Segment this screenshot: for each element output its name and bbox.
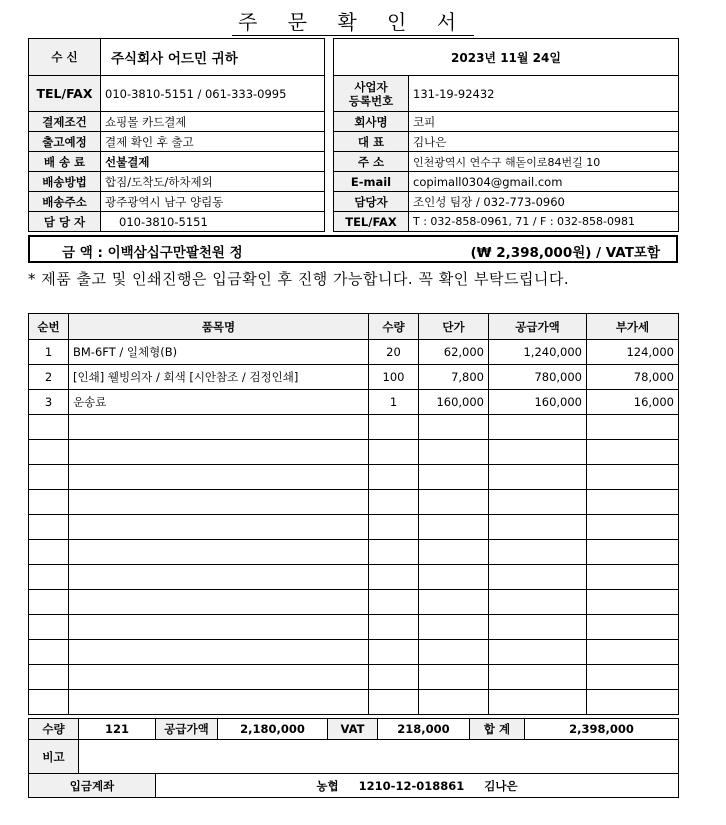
empty-cell — [69, 640, 369, 665]
empty-cell — [369, 565, 419, 590]
table-row — [29, 365, 679, 390]
empty-cell — [369, 490, 419, 515]
empty-cell — [29, 615, 69, 640]
telfax-label: TEL/FAX — [29, 76, 101, 112]
empty-cell — [369, 440, 419, 465]
row-no: 1 — [29, 340, 69, 365]
deposit-value: 농협 1210-12-018861 김나은 — [156, 774, 679, 798]
supplier-address-value: 인천광역시 연수구 해돋이로84번길 10 — [409, 152, 679, 172]
header-item: 품목명 — [69, 314, 369, 340]
empty-cell — [587, 490, 679, 515]
empty-cell — [369, 690, 419, 715]
deposit-label: 입금계좌 — [29, 774, 156, 798]
recipient-table — [28, 38, 325, 232]
empty-cell — [69, 465, 369, 490]
header-unit-price: 단가 — [419, 314, 489, 340]
bizno-value: 131-19-92432 — [409, 76, 679, 112]
empty-cell — [69, 490, 369, 515]
empty-cell — [489, 465, 587, 490]
total-vat-value: 218,000 — [378, 719, 470, 740]
empty-cell — [419, 565, 489, 590]
empty-row — [29, 565, 679, 590]
payment-value: 쇼핑몰 카드결제 — [101, 112, 325, 132]
release-label: 출고예정 — [29, 132, 101, 152]
empty-cell — [29, 665, 69, 690]
empty-cell — [369, 590, 419, 615]
row-item: BM-6FT / 일체형(B) — [69, 340, 369, 365]
shipping-method-value: 합짐/도착도/하차제외 — [101, 172, 325, 192]
shipping-method-label: 배송방법 — [29, 172, 101, 192]
amount-numeric: (₩ 2,398,000원) / VAT포함 — [470, 245, 660, 261]
empty-cell — [369, 665, 419, 690]
empty-row — [29, 465, 679, 490]
empty-cell — [489, 490, 587, 515]
row-vat: 124,000 — [587, 340, 679, 365]
remarks-value — [79, 740, 679, 774]
empty-cell — [29, 515, 69, 540]
notice-text: * 제품 출고 및 인쇄진행은 입금확인 후 진행 가능합니다. 꼭 확인 부탁드립니다. — [28, 270, 570, 288]
empty-cell — [587, 565, 679, 590]
row-qty: 1 — [369, 390, 419, 415]
order-confirmation-document — [28, 0, 680, 825]
shipping-fee-label: 배 송 료 — [29, 152, 101, 172]
supplier-table — [333, 38, 679, 232]
table-row — [29, 340, 679, 365]
bizno-label: 사업자 등록번호 — [334, 76, 409, 112]
total-supply-value: 2,180,000 — [218, 719, 328, 740]
title-text: 주 문 확 인 서 — [232, 10, 474, 36]
row-unit-price: 160,000 — [419, 390, 489, 415]
address-value: 광주광역시 남구 양림동 — [101, 192, 325, 212]
empty-cell — [419, 540, 489, 565]
empty-cell — [29, 540, 69, 565]
empty-row — [29, 640, 679, 665]
empty-cell — [419, 665, 489, 690]
empty-cell — [587, 440, 679, 465]
empty-cell — [419, 440, 489, 465]
shipping-fee-value: 선불결제 — [101, 152, 325, 172]
empty-cell — [587, 540, 679, 565]
empty-cell — [587, 690, 679, 715]
empty-cell — [29, 440, 69, 465]
row-item: 운송료 — [69, 390, 369, 415]
empty-cell — [489, 415, 587, 440]
supplier-contact-value: 조인성 팀장 / 032-773-0960 — [409, 192, 679, 212]
email-value: copimall0304@gmail.com — [409, 172, 679, 192]
empty-cell — [489, 640, 587, 665]
empty-row — [29, 415, 679, 440]
empty-cell — [369, 515, 419, 540]
empty-row — [29, 665, 679, 690]
items-table — [28, 313, 679, 715]
empty-cell — [69, 590, 369, 615]
amount-text: 금 액 : 이백삼십구만팔천원 정 — [62, 245, 243, 261]
supplier-telfax-value: T : 032-858-0961, 71 / F : 032-858-0981 — [409, 212, 679, 232]
contact-value: 010-3810-5151 — [101, 212, 325, 232]
amount-box — [28, 235, 678, 263]
empty-cell — [29, 465, 69, 490]
company-label: 회사명 — [334, 112, 409, 132]
empty-cell — [69, 615, 369, 640]
empty-cell — [29, 565, 69, 590]
empty-cell — [489, 565, 587, 590]
empty-cell — [69, 665, 369, 690]
empty-cell — [419, 515, 489, 540]
empty-cell — [369, 615, 419, 640]
empty-cell — [587, 515, 679, 540]
empty-cell — [587, 590, 679, 615]
empty-cell — [419, 640, 489, 665]
empty-cell — [489, 440, 587, 465]
empty-cell — [587, 465, 679, 490]
empty-cell — [29, 415, 69, 440]
empty-cell — [69, 415, 369, 440]
empty-row — [29, 440, 679, 465]
row-qty: 100 — [369, 365, 419, 390]
empty-cell — [419, 615, 489, 640]
empty-row — [29, 540, 679, 565]
document-title — [28, 6, 678, 35]
empty-cell — [369, 640, 419, 665]
empty-cell — [69, 540, 369, 565]
row-unit-price: 7,800 — [419, 365, 489, 390]
empty-row — [29, 515, 679, 540]
supplier-contact-label: 담당자 — [334, 192, 409, 212]
empty-cell — [489, 615, 587, 640]
empty-cell — [489, 690, 587, 715]
empty-cell — [69, 440, 369, 465]
company-value: 코피 — [409, 112, 679, 132]
row-supply: 160,000 — [489, 390, 587, 415]
empty-cell — [29, 590, 69, 615]
items-header-row — [29, 314, 679, 340]
email-label: E-mail — [334, 172, 409, 192]
empty-cell — [419, 690, 489, 715]
to-value: 주식회사 어드민 귀하 — [101, 39, 325, 76]
empty-row — [29, 490, 679, 515]
header-qty: 수량 — [369, 314, 419, 340]
totals-table — [28, 718, 679, 798]
empty-cell — [419, 465, 489, 490]
row-supply: 1,240,000 — [489, 340, 587, 365]
row-unit-price: 62,000 — [419, 340, 489, 365]
empty-row — [29, 615, 679, 640]
header-no: 순번 — [29, 314, 69, 340]
order-date: 2023년 11월 24일 — [334, 39, 679, 76]
empty-cell — [369, 540, 419, 565]
empty-row — [29, 590, 679, 615]
empty-cell — [419, 590, 489, 615]
row-vat: 78,000 — [587, 365, 679, 390]
empty-cell — [69, 565, 369, 590]
row-qty: 20 — [369, 340, 419, 365]
total-qty-value: 121 — [79, 719, 156, 740]
table-row — [29, 390, 679, 415]
row-supply: 780,000 — [489, 365, 587, 390]
total-qty-label: 수량 — [29, 719, 79, 740]
row-item: [인쇄] 웰빙의자 / 회색 [시안참조 / 검정인쇄] — [69, 365, 369, 390]
empty-row — [29, 690, 679, 715]
ceo-label: 대 표 — [334, 132, 409, 152]
empty-cell — [489, 590, 587, 615]
supplier-telfax-label: TEL/FAX — [334, 212, 409, 232]
grand-total-value: 2,398,000 — [525, 719, 679, 740]
empty-cell — [29, 690, 69, 715]
empty-cell — [587, 665, 679, 690]
empty-cell — [29, 640, 69, 665]
remarks-label: 비고 — [29, 740, 79, 774]
telfax-value: 010-3810-5151 / 061-333-0995 — [101, 76, 325, 112]
empty-cell — [69, 515, 369, 540]
empty-cell — [489, 665, 587, 690]
empty-cell — [369, 465, 419, 490]
empty-cell — [587, 615, 679, 640]
header-supply: 공급가액 — [489, 314, 587, 340]
empty-cell — [69, 690, 369, 715]
release-value: 결제 확인 후 출고 — [101, 132, 325, 152]
total-vat-label: VAT — [328, 719, 378, 740]
empty-cell — [369, 415, 419, 440]
grand-total-label: 합 계 — [470, 719, 525, 740]
total-supply-label: 공급가액 — [156, 719, 218, 740]
row-vat: 16,000 — [587, 390, 679, 415]
empty-cell — [419, 415, 489, 440]
to-label: 수 신 — [29, 39, 101, 76]
empty-cell — [587, 640, 679, 665]
address-label: 배송주소 — [29, 192, 101, 212]
row-no: 2 — [29, 365, 69, 390]
row-no: 3 — [29, 390, 69, 415]
header-vat: 부가세 — [587, 314, 679, 340]
empty-cell — [489, 515, 587, 540]
empty-cell — [587, 415, 679, 440]
empty-cell — [29, 490, 69, 515]
empty-cell — [489, 540, 587, 565]
supplier-address-label: 주 소 — [334, 152, 409, 172]
ceo-value: 김나은 — [409, 132, 679, 152]
contact-label: 담 당 자 — [29, 212, 101, 232]
payment-label: 결제조건 — [29, 112, 101, 132]
empty-cell — [419, 490, 489, 515]
